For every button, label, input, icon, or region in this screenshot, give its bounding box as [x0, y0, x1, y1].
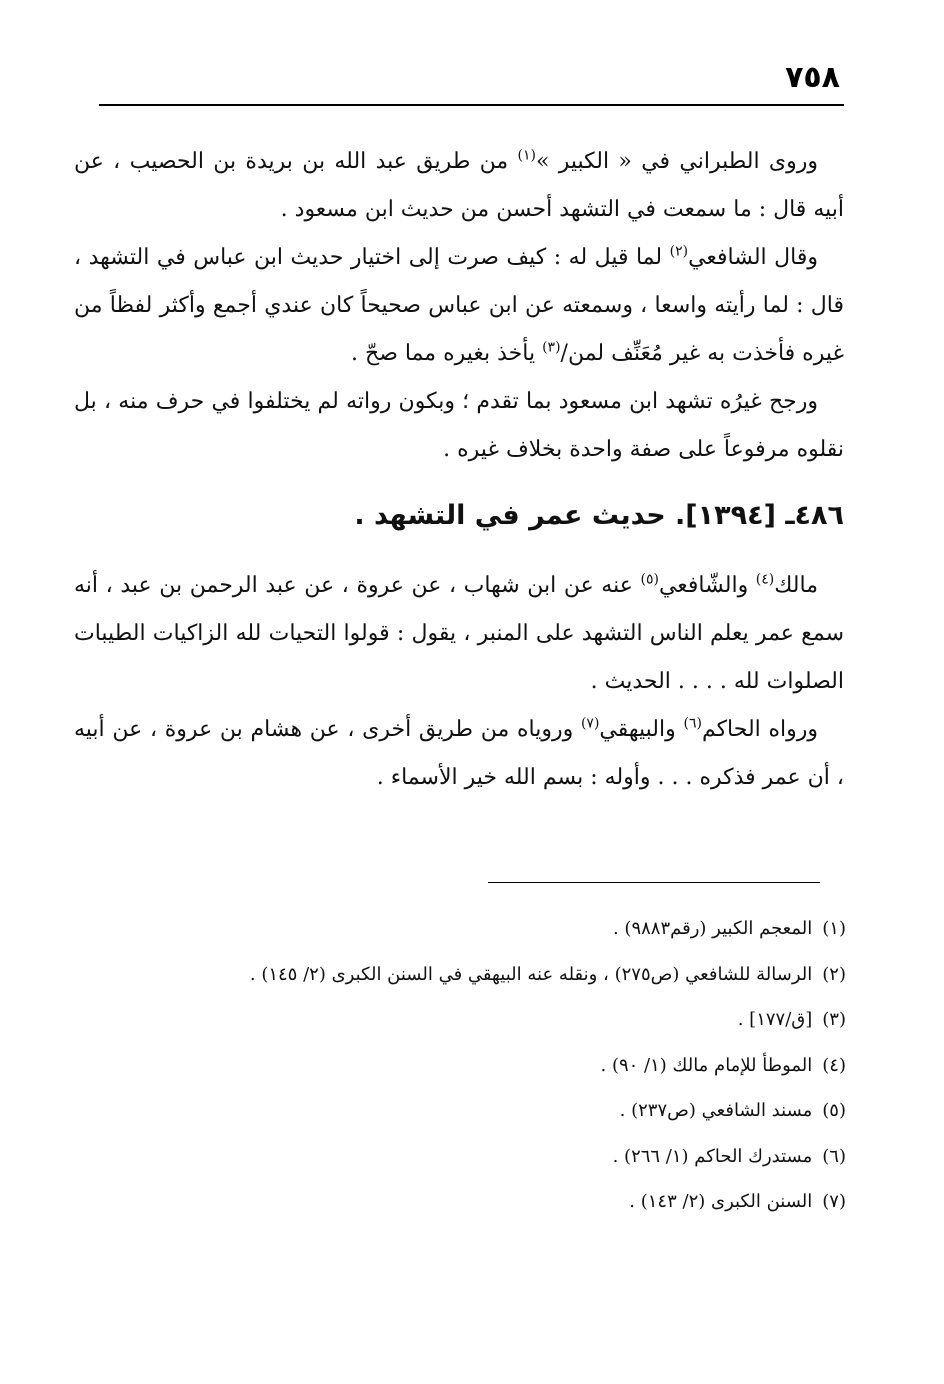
footnote-ref: (٣)	[542, 339, 561, 356]
footnote-ref: (٤)	[755, 571, 775, 588]
footnote-rule	[488, 882, 820, 883]
footnote-number: (٣)	[822, 1009, 846, 1030]
section-heading: ٤٨٦ـ [١٣٩٤]. حديث عمر في التشهد .	[354, 500, 844, 531]
paragraph-hakim	[74, 706, 844, 802]
footnote-number: (٦)	[822, 1145, 846, 1167]
footnote-item	[86, 1179, 846, 1225]
paragraph-text: مالك	[774, 573, 818, 598]
footnote-item	[86, 906, 846, 952]
footnote-item	[86, 1043, 846, 1089]
footnote-text: [ق/١٧٧] .	[737, 1009, 813, 1030]
paragraph-text: والبيهقي	[599, 717, 684, 742]
footnote-text: الموطأ للإمام مالك (١/ ٩٠) .	[600, 1054, 813, 1076]
paragraph-shafii	[74, 234, 844, 378]
footnote-ref: (١)	[517, 147, 536, 164]
footnote-text: المعجم الكبير (رقم٩٨٨٣) .	[612, 918, 813, 939]
footnote-text: مستدرك الحاكم (١/ ٢٦٦) .	[612, 1145, 813, 1167]
paragraph-text: ورواه الحاكم	[701, 717, 818, 742]
paragraph-text: وقال الشافعي	[688, 245, 818, 270]
paragraph-text: وروياه من طريق أخرى ، عن هشام بن عروة ، عن أبيه ، أن عمر فذكره . . . وأوله : بسم الله خير الأسماء .	[74, 717, 844, 790]
paragraph-text: يأخذ بغيره مما صحّ .	[351, 341, 543, 366]
footnote-number: (٧)	[822, 1191, 846, 1212]
footnote-text: الرسالة للشافعي (ص٢٧٥) ، ونقله عنه البيهقي في السنن الكبرى (٢/ ١٤٥) .	[249, 963, 813, 985]
footnote-number: (٤)	[822, 1054, 846, 1076]
paragraph-text: من طريق عبد الله بن بريدة بن الحصيب ، عن أبيه قال : ما سمعت في التشهد أحسن من حديث ابن مسعود .	[74, 149, 844, 222]
footnote-ref: (٥)	[640, 571, 659, 588]
footnote-ref: (٧)	[580, 715, 600, 732]
footnotes	[86, 906, 846, 1225]
footnote-ref: (٦)	[683, 715, 702, 732]
footnote-text: مسند الشافعي (ص٢٣٧) .	[619, 1100, 813, 1121]
paragraph-tabarani	[74, 138, 844, 234]
header-rule	[99, 104, 844, 106]
footnote-item	[86, 997, 846, 1043]
paragraph-text: والشّافعي	[658, 573, 756, 598]
footnote-number: (١)	[822, 918, 846, 939]
main-text	[74, 138, 844, 802]
paragraph-text: ورجح غيرُه تشهد ابن مسعود بما تقدم ؛ وبكون رواته لم يختلفوا في حرف منه ، بل نقلوه مرفوعاً على صفة واحدة بخلاف غيره .	[74, 389, 844, 462]
paragraph-text: عنه عن ابن شهاب ، عن عروة ، عن عبد الرحمن بن عبد ، أنه سمع عمر يعلم الناس التشهد على المنبر ، يقول : قولوا التحيات لله الزاكيات الطيبات الصلوات لله . . . . الحديث .	[74, 573, 844, 694]
footnote-item	[86, 1088, 846, 1134]
footnote-item	[86, 1134, 846, 1180]
footnote-number: (٢)	[822, 963, 846, 985]
footnote-text: السنن الكبرى (٢/ ١٤٣) .	[629, 1191, 813, 1212]
paragraph-malik	[74, 562, 844, 706]
page-number: ٧٥٨	[785, 60, 840, 95]
footnote-ref: (٢)	[669, 243, 689, 260]
footnote-number: (٥)	[822, 1100, 846, 1121]
paragraph-preference	[74, 378, 844, 474]
paragraph-text: وروى الطبراني في « الكبير »	[535, 149, 818, 174]
paragraph-text: لما قيل له : كيف صرت إلى اختيار حديث ابن عباس في التشهد ، قال : لما رأيته واسعا ، وسمعته عن ابن عباس صحيحاً كان عندي أجمع وأكثر لفظاً من غيره فأخذت به غير مُعَنِّف لمن/	[74, 245, 844, 366]
footnote-item	[86, 952, 846, 998]
